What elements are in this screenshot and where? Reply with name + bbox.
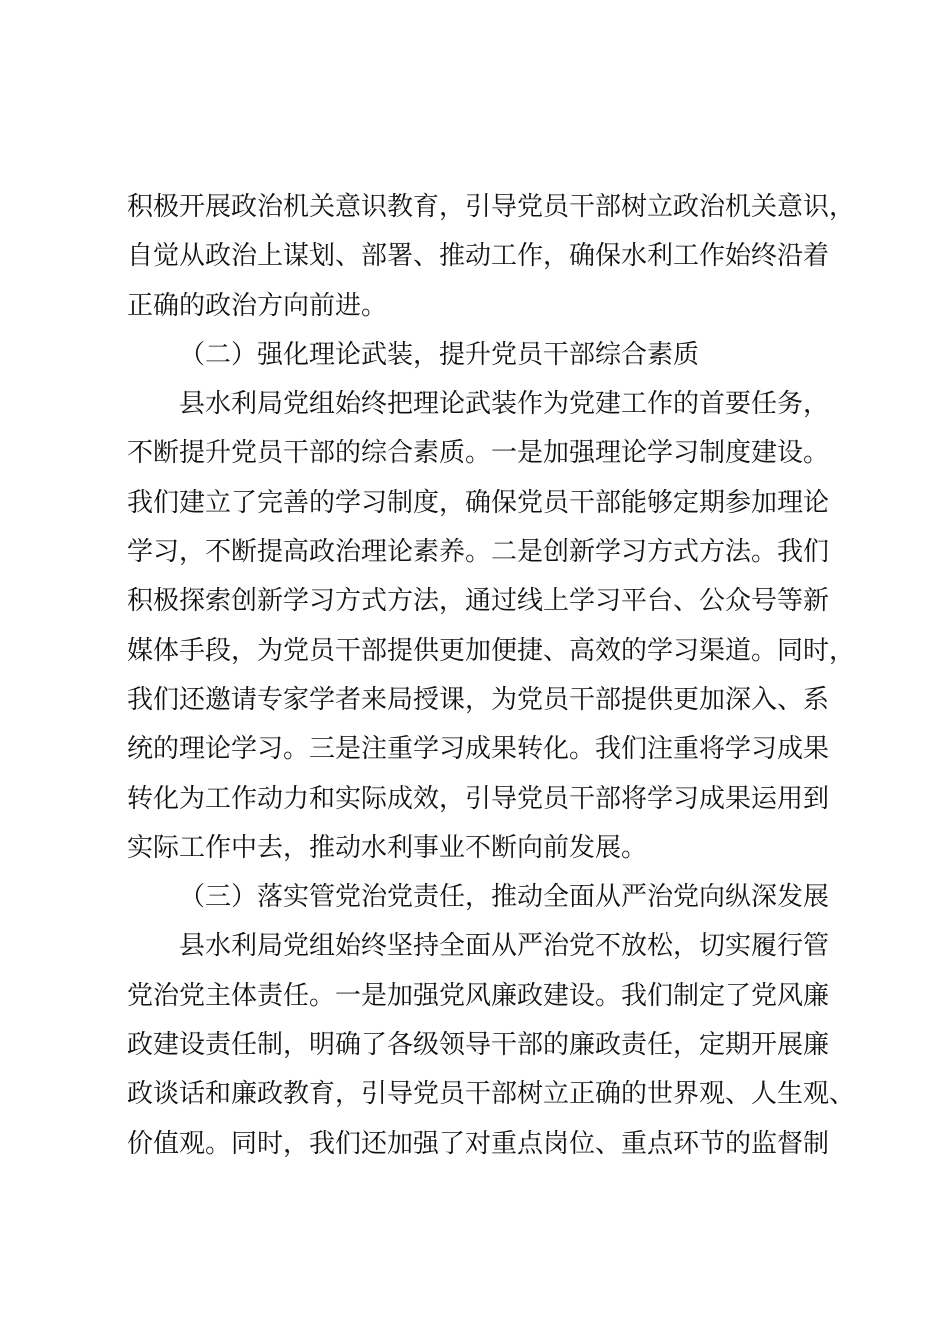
text-line: 政谈话和廉政教育，引导党员干部树立正确的世界观、人生观、 (127, 1079, 856, 1110)
text-line: 转化为工作动力和实际成效，引导党员干部将学习成果运用到 (127, 783, 830, 814)
text-line: 媒体手段，为党员干部提供更加便捷、高效的学习渠道。同时， (127, 635, 856, 666)
body-text (127, 183, 857, 1169)
text-line: （二）强化理论武装，提升党员干部综合素质 (179, 339, 700, 370)
text-line: 自觉从政治上谋划、部署、推动工作，确保水利工作始终沿着 (127, 241, 830, 272)
text-line: 学习，不断提高政治理论素养。二是创新学习方式方法。我们 (127, 537, 830, 568)
text-line: 积极探索创新学习方式方法，通过线上学习平台、公众号等新 (127, 586, 830, 617)
text-line: 不断提升党员干部的综合素质。一是加强理论学习制度建设。 (127, 438, 830, 469)
text-line: 价值观。同时，我们还加强了对重点岗位、重点环节的监督制 (127, 1128, 830, 1159)
text-line: 我们还邀请专家学者来局授课，为党员干部提供更加深入、系 (127, 684, 830, 715)
text-line: 统的理论学习。三是注重学习成果转化。我们注重将学习成果 (127, 734, 830, 765)
text-line: 政建设责任制，明确了各级领导干部的廉政责任，定期开展廉 (127, 1030, 830, 1061)
text-line: 县水利局党组始终坚持全面从严治党不放松，切实履行管 (179, 931, 830, 962)
text-line: 正确的政治方向前进。 (127, 290, 388, 321)
text-line: 党治党主体责任。一是加强党风廉政建设。我们制定了党风廉 (127, 980, 830, 1011)
text-line: 实际工作中去，推动水利事业不断向前发展。 (127, 832, 648, 863)
text-line: 我们建立了完善的学习制度，确保党员干部能够定期参加理论 (127, 487, 830, 518)
text-line: （三）落实管党治党责任，推动全面从严治党向纵深发展 (179, 882, 830, 913)
text-line: 县水利局党组始终把理论武装作为党建工作的首要任务， (179, 389, 830, 420)
text-line: 积极开展政治机关意识教育，引导党员干部树立政治机关意识， (127, 192, 856, 222)
